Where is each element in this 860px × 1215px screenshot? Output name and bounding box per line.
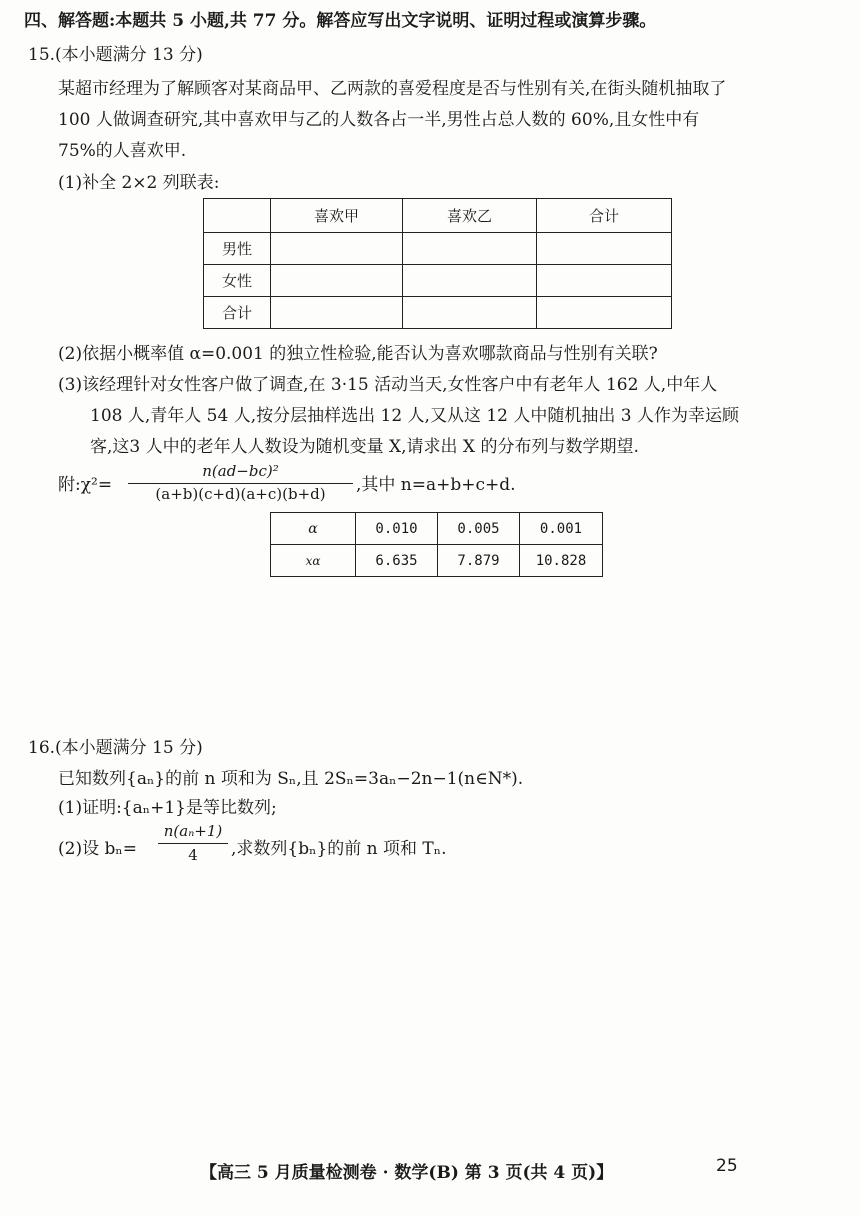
chi-square-numerator: n(ad−bc)²	[202, 462, 279, 480]
table-cell	[403, 265, 537, 297]
x-alpha-label: xα	[271, 545, 356, 577]
appendix-suffix: ,其中 n=a+b+c+d.	[356, 475, 516, 495]
table-cell: 10.828	[520, 545, 603, 577]
q16-part1: (1)证明:{aₙ+1}是等比数列;	[58, 798, 277, 818]
table-header-cell: 喜欢乙	[403, 199, 537, 233]
q15-part3-line-3: 客,这3 人中的老年人人数设为随机变量 X,请求出 X 的分布列与数学期望.	[90, 437, 639, 457]
q15-part1: (1)补全 2×2 列联表:	[58, 173, 220, 193]
table-row	[204, 233, 672, 265]
table-row	[271, 513, 603, 545]
row-label: 男性	[204, 233, 271, 265]
table-row	[204, 297, 672, 329]
table-cell	[537, 297, 672, 329]
table-header-cell: 合计	[537, 199, 672, 233]
page-footer: 【高三 5 月质量检测卷 · 数学(B) 第 3 页(共 4 页)】	[200, 1163, 614, 1183]
table-cell	[271, 297, 403, 329]
q15-header: 15.(本小题满分 13 分)	[28, 45, 203, 65]
q15-stem-line-3: 75%的人喜欢甲.	[58, 141, 187, 161]
critical-value-table	[270, 512, 603, 577]
table-cell: 0.010	[356, 513, 438, 545]
table-cell: 7.879	[438, 545, 520, 577]
table-row	[204, 265, 672, 297]
table-cell: 6.635	[356, 545, 438, 577]
q16-stem: 已知数列{aₙ}的前 n 项和为 Sₙ,且 2Sₙ=3aₙ−2n−1(n∈N*).	[58, 769, 524, 789]
alpha-label: α	[271, 513, 356, 545]
table-cell	[271, 265, 403, 297]
appendix-prefix: 附:χ²=	[58, 475, 113, 495]
table-cell	[271, 233, 403, 265]
q15-part3-line-1: (3)该经理针对女性客户做了调查,在 3·15 活动当天,女性客户中有老年人 162 人,中年人	[58, 375, 718, 395]
page-number: 25	[716, 1156, 738, 1176]
table-header-cell	[204, 199, 271, 233]
q16-header: 16.(本小题满分 15 分)	[28, 738, 203, 758]
table-cell	[403, 297, 537, 329]
table-cell: 0.005	[438, 513, 520, 545]
table-cell	[537, 233, 672, 265]
q15-stem-line-2: 100 人做调查研究,其中喜欢甲与乙的人数各占一半,男性占总人数的 60%,且女性中有	[58, 110, 700, 130]
q15-part2: (2)依据小概率值 α=0.001 的独立性检验,能否认为喜欢哪款商品与性别有关联?	[58, 344, 658, 364]
fraction-bar	[158, 843, 228, 844]
b-n-numerator: n(aₙ+1)	[163, 822, 223, 840]
q15-part3-line-2: 108 人,青年人 54 人,按分层抽样选出 12 人,又从这 12 人中随机抽出 3 人作为幸运顾	[90, 406, 740, 426]
q16-part2-prefix: (2)设 bₙ=	[58, 839, 137, 859]
section-heading: 四、解答题:本题共 5 小题,共 77 分。解答应写出文字说明、证明过程或演算步骤。	[24, 11, 657, 31]
table-cell: 0.001	[520, 513, 603, 545]
b-n-denominator: 4	[188, 846, 198, 864]
q16-part2-suffix: ,求数列{bₙ}的前 n 项和 Tₙ.	[231, 839, 447, 859]
contingency-table	[203, 198, 672, 329]
chi-square-denominator: (a+b)(c+d)(a+c)(b+d)	[155, 485, 326, 503]
table-cell	[403, 233, 537, 265]
table-cell	[537, 265, 672, 297]
table-row	[271, 545, 603, 577]
row-label: 女性	[204, 265, 271, 297]
table-header-row	[204, 199, 672, 233]
table-header-cell: 喜欢甲	[271, 199, 403, 233]
row-label: 合计	[204, 297, 271, 329]
q15-stem-line-1: 某超市经理为了解顾客对某商品甲、乙两款的喜爱程度是否与性别有关,在街头随机抽取了	[58, 79, 727, 99]
